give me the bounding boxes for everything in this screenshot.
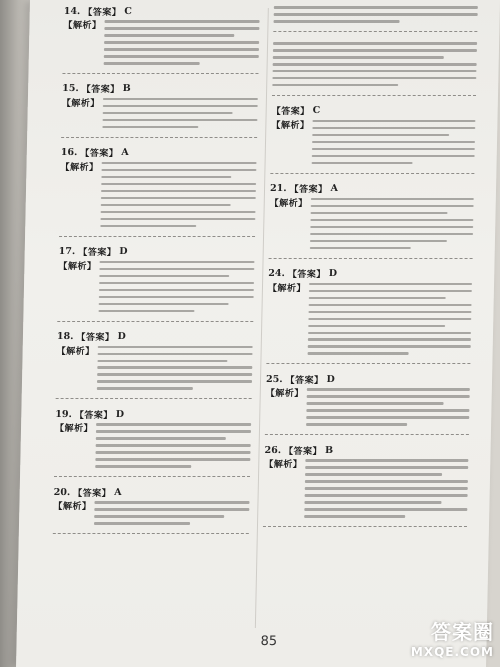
text-line-placeholder: [97, 366, 252, 369]
analysis-paragraph: [63, 18, 260, 69]
text-line-placeholder: [312, 134, 449, 137]
text-line-placeholder: [102, 126, 198, 129]
analysis-paragraph: [270, 118, 475, 169]
answer-letter: C: [312, 105, 321, 117]
question-block: [269, 182, 475, 259]
dashed-separator: [273, 31, 477, 32]
dashed-separator: [62, 73, 258, 74]
text-line-placeholder: [310, 233, 473, 236]
analysis-paragraph: [53, 499, 250, 529]
text-line-placeholder: [103, 112, 233, 115]
answer-letter: B: [122, 83, 131, 95]
text-line-placeholder: [308, 352, 409, 355]
analysis-label: 【解析】: [53, 502, 92, 513]
answer-label: 【答案】: [76, 333, 115, 344]
answer-label: 【答案】: [83, 7, 122, 18]
book-page: [16, 0, 500, 667]
question-block: [54, 407, 251, 477]
text-line-placeholder: [104, 27, 259, 30]
text-line-placeholder: [310, 247, 411, 250]
text-line-placeholder: [272, 84, 399, 87]
text-line-placeholder: [100, 225, 196, 228]
answer-row: [59, 245, 255, 259]
text-line-placeholder: [305, 473, 442, 476]
answer-row: [266, 372, 470, 386]
answer-letter: A: [121, 147, 129, 159]
question-block: [270, 104, 475, 174]
question-block: [57, 245, 255, 322]
text-line-placeholder: [101, 204, 231, 207]
answer-row: [55, 407, 251, 421]
text-line-placeholder: [96, 423, 251, 426]
text-line-placeholder: [94, 508, 249, 511]
text-line-placeholder: [308, 311, 471, 314]
dashed-separator: [265, 434, 469, 435]
dashed-separator: [56, 398, 252, 399]
dashed-separator: [266, 363, 470, 364]
text-line-placeholder: [311, 205, 474, 208]
text-line-placeholder: [98, 346, 253, 349]
text-line-placeholder: [103, 98, 258, 101]
question-block: [61, 82, 258, 138]
text-line-placeholder: [309, 283, 472, 286]
text-line-placeholder: [97, 360, 227, 363]
text-line-placeholder: [312, 120, 475, 123]
text-line-placeholder: [97, 380, 252, 383]
text-line-placeholder: [98, 310, 194, 313]
text-line-placeholder: [312, 141, 475, 144]
text-line-placeholder: [96, 437, 226, 440]
question-number: 14.: [63, 5, 81, 17]
analysis-label: 【解析】: [269, 198, 308, 209]
text-line-placeholder: [99, 275, 229, 278]
text-line-placeholder: [98, 353, 253, 356]
text-line-placeholder: [311, 212, 448, 215]
dashed-separator: [54, 476, 250, 477]
answer-row: [64, 4, 260, 18]
question-block: [53, 485, 250, 534]
text-line-placeholder: [310, 226, 473, 229]
text-line-placeholder: [305, 494, 468, 497]
text-line-placeholder: [305, 487, 468, 490]
text-line-placeholder: [100, 218, 255, 221]
analysis-label: 【解析】: [267, 283, 307, 294]
text-line-placeholder: [94, 501, 249, 504]
text-line-placeholder: [309, 297, 446, 300]
page-number: 85: [260, 634, 278, 649]
text-line-placeholder: [95, 458, 250, 461]
text-line-placeholder: [99, 289, 254, 292]
answer-label: 【答案】: [81, 85, 120, 96]
analysis-label: 【解析】: [61, 98, 100, 109]
answer-row: [62, 82, 258, 96]
text-line-placeholder: [273, 42, 477, 45]
dashed-separator: [59, 236, 255, 237]
question-number: 18.: [56, 331, 74, 343]
answer-letter: A: [114, 486, 122, 498]
text-line-placeholder: [308, 318, 471, 321]
analysis-label: 【解析】: [63, 21, 102, 31]
answer-label: 【答案】: [285, 375, 324, 386]
question-block: [56, 330, 253, 400]
text-line-placeholder: [102, 119, 257, 122]
text-line-placeholder: [96, 430, 251, 433]
answer-label: 【答案】: [283, 446, 323, 457]
analysis-label: 【解析】: [271, 120, 310, 131]
text-line-placeholder: [304, 515, 405, 518]
text-line-placeholder: [272, 77, 476, 80]
question-number: 26.: [264, 444, 282, 456]
analysis-paragraph: [61, 96, 258, 133]
question-block: [59, 146, 257, 237]
text-line-placeholder: [308, 338, 471, 341]
analysis-label: 【解析】: [58, 261, 97, 272]
question-block: [265, 372, 470, 435]
text-line-placeholder: [101, 183, 256, 186]
text-line-placeholder: [99, 296, 254, 299]
analysis-label: 【解析】: [264, 460, 303, 471]
text-line-placeholder: [309, 304, 472, 307]
text-line-placeholder: [274, 20, 401, 23]
analysis-paragraph: [263, 457, 468, 522]
answer-row: [264, 443, 468, 457]
watermark-logo-text: 答案圈: [431, 620, 494, 644]
dashed-separator: [263, 526, 467, 527]
text-line-placeholder: [104, 41, 259, 44]
text-line-placeholder: [304, 508, 467, 511]
text-line-placeholder: [101, 169, 256, 172]
text-line-placeholder: [307, 388, 470, 391]
text-line-placeholder: [307, 395, 470, 398]
analysis-label: 【解析】: [54, 424, 94, 435]
text-line-placeholder: [103, 105, 258, 108]
analysis-paragraph: [273, 4, 477, 27]
question-block: [273, 4, 478, 32]
text-line-placeholder: [306, 416, 469, 419]
text-line-placeholder: [100, 261, 255, 264]
text-line-placeholder: [312, 127, 475, 130]
answer-row: [57, 330, 253, 344]
answer-label: 【答案】: [287, 270, 326, 281]
text-line-placeholder: [104, 34, 234, 37]
dashed-separator: [269, 258, 473, 259]
answer-label: 【答案】: [271, 107, 310, 118]
question-number: 17.: [58, 246, 76, 258]
text-line-placeholder: [273, 49, 477, 52]
text-line-placeholder: [306, 423, 407, 426]
analysis-paragraph: [266, 281, 472, 360]
answer-letter: A: [330, 183, 339, 195]
text-line-placeholder: [96, 444, 251, 447]
site-watermark: [411, 616, 494, 659]
text-line-placeholder: [104, 62, 200, 65]
answer-label: 【答案】: [289, 185, 328, 196]
analysis-paragraph: [272, 40, 477, 91]
text-line-placeholder: [101, 176, 231, 179]
answer-letter: D: [119, 246, 128, 258]
analysis-label: 【解析】: [60, 162, 99, 173]
question-number: 25.: [265, 373, 283, 385]
answer-row: [54, 485, 250, 499]
right-column: [263, 4, 478, 535]
text-line-placeholder: [101, 190, 256, 193]
answer-letter: D: [326, 373, 335, 385]
question-number: 16.: [60, 147, 78, 159]
text-line-placeholder: [94, 522, 190, 525]
text-line-placeholder: [99, 282, 254, 285]
answer-letter: B: [324, 444, 334, 456]
text-line-placeholder: [94, 515, 224, 518]
text-line-placeholder: [274, 13, 478, 16]
text-line-placeholder: [312, 162, 413, 165]
text-line-placeholder: [312, 155, 475, 158]
text-line-placeholder: [307, 402, 444, 405]
answer-row: [268, 267, 472, 281]
dashed-separator: [61, 137, 257, 138]
left-column: [53, 4, 260, 542]
watermark-url: MXQE.COM: [410, 645, 494, 659]
answer-row: [272, 104, 476, 118]
text-line-placeholder: [308, 325, 445, 328]
text-line-placeholder: [312, 148, 475, 151]
text-line-placeholder: [309, 290, 472, 293]
answer-row: [270, 182, 474, 196]
answer-row: [61, 146, 257, 160]
answer-letter: C: [124, 5, 132, 17]
question-number: 24.: [268, 268, 285, 280]
question-number: 15.: [62, 83, 79, 95]
answer-label: 【答案】: [80, 149, 119, 160]
text-line-placeholder: [306, 409, 469, 412]
question-number: 21.: [269, 183, 287, 195]
text-line-placeholder: [274, 6, 478, 9]
question-block: [272, 40, 477, 96]
question-block: [263, 443, 469, 527]
analysis-paragraph: [269, 196, 474, 254]
dashed-separator: [272, 95, 476, 96]
text-line-placeholder: [101, 197, 256, 200]
analysis-paragraph: [265, 386, 470, 430]
answer-letter: D: [117, 331, 126, 343]
text-line-placeholder: [273, 56, 444, 59]
dashed-separator: [270, 173, 474, 174]
analysis-paragraph: [59, 160, 257, 232]
text-line-placeholder: [95, 465, 191, 468]
question-number: 19.: [55, 408, 72, 420]
text-line-placeholder: [104, 48, 259, 51]
analysis-label: 【解析】: [265, 389, 304, 400]
text-line-placeholder: [105, 20, 260, 23]
text-line-placeholder: [305, 480, 468, 483]
analysis-paragraph: [57, 259, 254, 317]
text-line-placeholder: [310, 219, 473, 222]
dashed-separator: [57, 321, 253, 322]
question-block: [266, 267, 472, 365]
text-line-placeholder: [311, 198, 474, 201]
text-line-placeholder: [101, 211, 256, 214]
answer-letter: D: [115, 408, 125, 420]
text-line-placeholder: [99, 303, 229, 306]
text-line-placeholder: [96, 451, 251, 454]
text-line-placeholder: [305, 459, 468, 462]
text-line-placeholder: [272, 70, 476, 73]
analysis-label: 【解析】: [56, 346, 95, 357]
text-line-placeholder: [304, 501, 441, 504]
text-line-placeholder: [310, 240, 447, 243]
question-number: 20.: [53, 486, 71, 498]
analysis-paragraph: [54, 421, 251, 472]
text-line-placeholder: [104, 55, 259, 58]
text-line-placeholder: [273, 63, 477, 66]
answer-label: 【答案】: [78, 248, 117, 259]
analysis-paragraph: [56, 344, 253, 395]
dashed-separator: [53, 533, 249, 534]
answer-letter: D: [328, 268, 338, 280]
question-block: [62, 4, 259, 74]
text-line-placeholder: [99, 268, 254, 271]
answer-label: 【答案】: [74, 410, 113, 421]
text-line-placeholder: [305, 466, 468, 469]
text-line-placeholder: [97, 373, 252, 376]
text-line-placeholder: [308, 345, 471, 348]
text-line-placeholder: [102, 162, 257, 165]
answer-label: 【答案】: [73, 488, 112, 499]
text-line-placeholder: [308, 332, 471, 335]
text-line-placeholder: [97, 387, 193, 390]
